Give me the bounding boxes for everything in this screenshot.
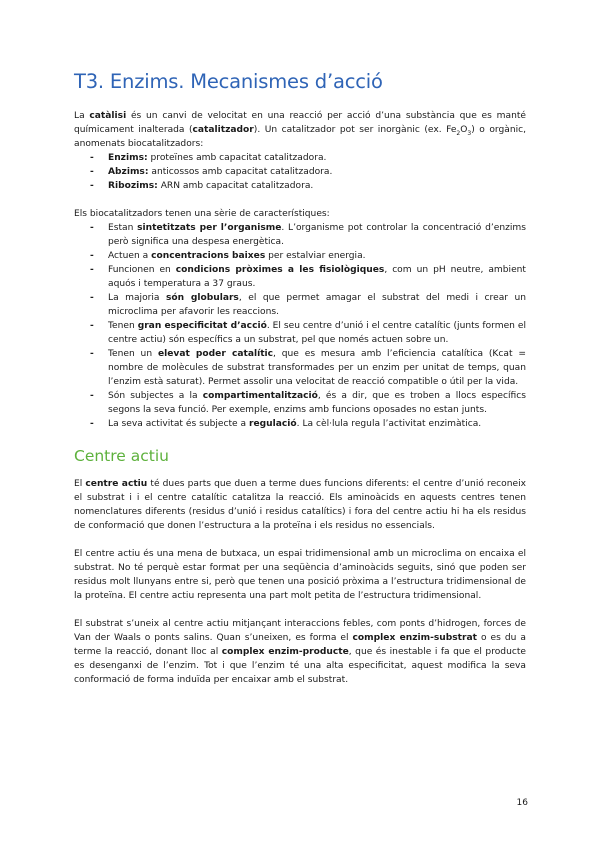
list-item-text: Són subjectes a la xyxy=(108,391,203,401)
list-item xyxy=(90,319,526,347)
list-item-text: Funcionen en xyxy=(108,265,176,275)
paragraph-text: El substrat s’uneix al centre actiu mitjançant interaccions febles, com ponts d’hidrogen, forces de Van der Waals o ponts salins. Quan s’uneixen, es forma el xyxy=(74,619,526,643)
section-heading: Centre actiu xyxy=(74,447,169,465)
intro-subscript-1: 2 xyxy=(456,129,461,137)
list-item-term: Ribozims: xyxy=(108,181,158,191)
document-page xyxy=(74,70,526,687)
centre-actiu-paragraph-2: El centre actiu és una mena de butxaca, un espai tridimensional amb un microclima on encaixa el substrat. No té perquè estar format per una seqüència d’aminoàcids seguits, sinó que poden ser residus molt llunyans entre si, però que tenen una posició pròxima a l’estructura tridimensional de la proteïna. El centre actiu representa una part molt petita de l’estructura tridimensional. xyxy=(74,549,526,601)
list-item-text: La seva activitat és subjecte a xyxy=(108,419,250,429)
list-item-text: Tenen un xyxy=(108,349,158,359)
intro-text-2: és un canvi de velocitat en una reacció per acció d’una substància que es manté químicament inalterada ( xyxy=(74,111,526,135)
list-item-term: Abzims: xyxy=(108,167,149,177)
list-item xyxy=(90,417,526,431)
characteristics-intro: Els biocatalitzadors tenen una sèrie de característiques: xyxy=(74,209,330,219)
list-item-text: , és a dir, que es troben a llocs específics segons la seva funció. Per exemple, enzims amb funcions oposades no estan junts. xyxy=(108,391,526,415)
list-item-text: anticossos amb capacitat catalitzadora. xyxy=(148,167,333,177)
list-item xyxy=(90,347,526,389)
intro-subscript-2: 3 xyxy=(467,129,472,137)
list-item-term: gran especificitat d’acció xyxy=(137,321,267,331)
list-item xyxy=(90,291,526,319)
list-item-term: sintetitzats per l’organisme xyxy=(137,223,282,233)
list-item-text: Actuen a xyxy=(108,251,152,261)
list-item-term: concentracions baixes xyxy=(151,251,266,261)
list-item-text: Tenen xyxy=(108,321,138,331)
paragraph-text: , que és inestable i fa que el producte es desenganxi de l’enzim. Tot i que l’enzim té una alta especificitat, aquest modifica la seva conformació de forma induïda per encaixar amb el substrat. xyxy=(74,647,526,685)
list-item xyxy=(90,249,526,263)
list-item xyxy=(90,151,526,165)
intro-term-catalitzador: catalitzador xyxy=(192,125,254,135)
list-item-term: condicions pròximes a les fisiològiques xyxy=(175,265,385,275)
paragraph-text: té dues parts que duen a terme dues funcions diferents: el centre d’unió reconeix el substrat i i el centre catalític catalitza la reacció. Els aminoàcids en aquests centres tenen nomenclatures diferents (residus d’unió i residus catalítics) i fora del centre actiu hi ha els residus de conformació que donen l’estructura a la proteïna i els residus no essencials. xyxy=(74,479,526,531)
list-item-text: , que es mesura amb l’eficiencia catalítica (Kcat = nombre de molècules de substrat transformades per un enzim per unitat de temps, quan l’enzim està saturat). Permet assolir una velocitat de reacció compatible o útil per la vida. xyxy=(108,349,526,387)
list-item-text: . La cèl·lula regula l’activitat enzimàtica. xyxy=(296,419,482,429)
list-item xyxy=(90,263,526,291)
list-item-text: . L’organisme pot controlar la concentració d’enzims però significa una despesa energètica. xyxy=(108,223,527,247)
centre-actiu-paragraph-3 xyxy=(74,617,526,687)
list-item-term: regulació xyxy=(249,419,297,429)
characteristics-list xyxy=(74,221,526,431)
intro-text-3: ). Un catalitzador pot ser inorgànic (ex. Fe xyxy=(253,125,457,135)
list-item xyxy=(90,179,526,193)
list-item-term: Enzims: xyxy=(108,153,148,163)
list-item xyxy=(90,221,526,249)
paragraph-text: El xyxy=(74,479,86,489)
intro-text-5: ) o orgànic, anomenats biocatalitzadors: xyxy=(74,125,526,149)
list-item-term: compartimentalització xyxy=(202,391,318,401)
paragraph-term: complex enzim-substrat xyxy=(352,633,477,643)
list-item xyxy=(90,165,526,179)
list-item-text: . El seu centre d’unió i el centre catalític (junts formen el centre actiu) són específics a un substrat, pel que només actuen sobre un. xyxy=(108,321,526,345)
list-item-term: són globulars xyxy=(165,293,239,303)
list-item xyxy=(90,389,526,417)
list-item-text: La majoria xyxy=(108,293,166,303)
paragraph-term: complex enzim-producte xyxy=(221,647,349,657)
intro-paragraph xyxy=(74,109,526,151)
list-item-text: Estan xyxy=(108,223,138,233)
list-item-text: , el que permet amagar el substrat del medi i crear un microclima per afavorir les reaccions. xyxy=(108,293,527,317)
biocatalyst-list xyxy=(74,151,526,193)
intro-text-4: O xyxy=(460,125,468,135)
list-item-text: per estalviar energia. xyxy=(265,251,366,261)
page-number: 16 xyxy=(516,798,528,808)
paragraph-text: o es du a terme la reacció, donant lloc al xyxy=(74,633,526,657)
intro-text-1: La xyxy=(74,111,90,121)
list-item-text: ARN amb capacitat catalitzadora. xyxy=(157,181,314,191)
centre-actiu-paragraph-1 xyxy=(74,477,526,533)
paragraph-term: centre actiu xyxy=(85,479,148,489)
intro-term-catalisi: catàlisi xyxy=(89,111,127,121)
page-title: T3. Enzims. Mecanismes d’acció xyxy=(74,70,383,93)
list-item-term: elevat poder catalític xyxy=(157,349,274,359)
list-item-text: , com un pH neutre, ambient aquós i temperatura a 37 graus. xyxy=(108,265,526,289)
list-item-text: proteïnes amb capacitat catalitzadora. xyxy=(147,153,327,163)
